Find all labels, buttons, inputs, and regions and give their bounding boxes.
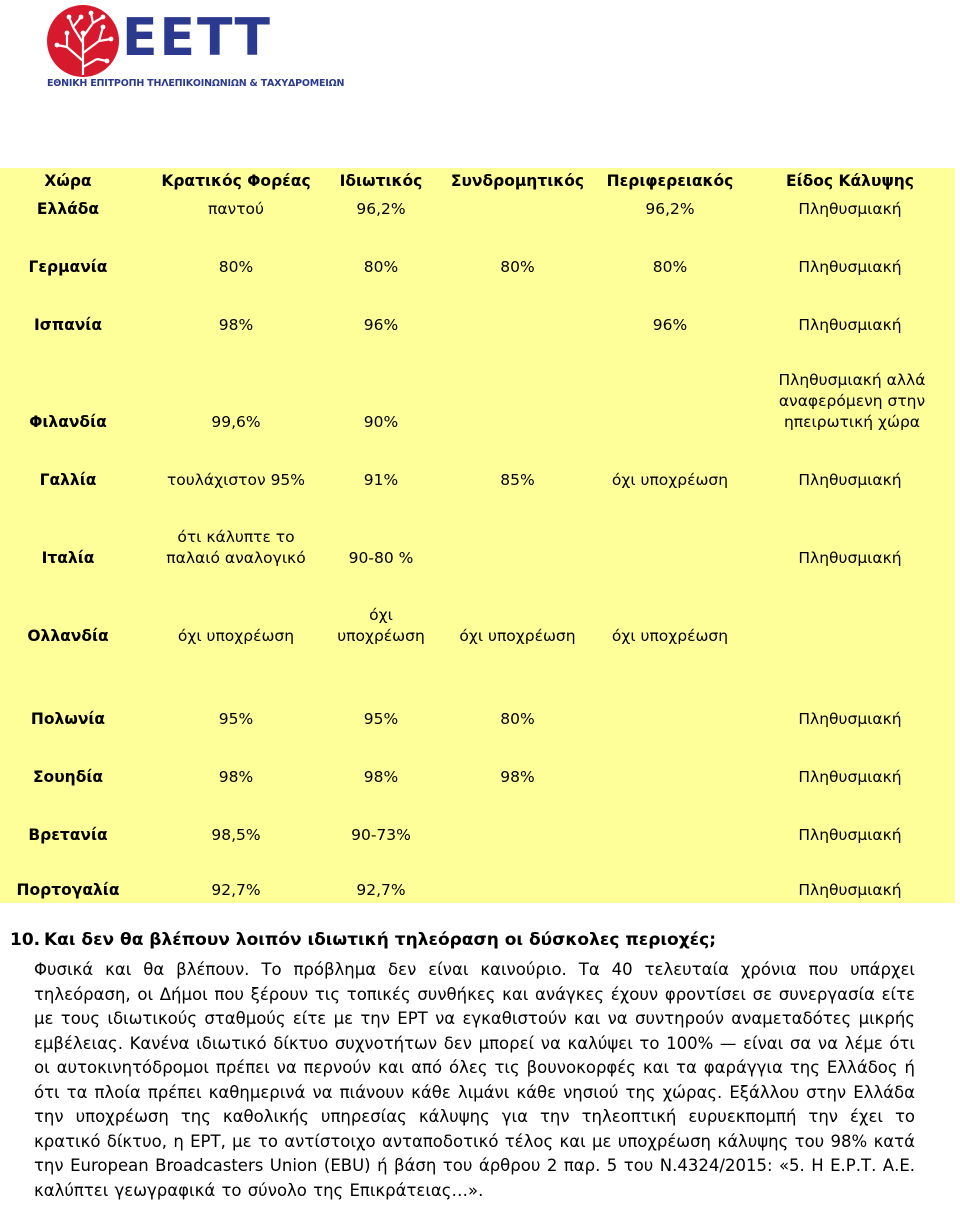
cell-coverage: Πληθυσμιακή <box>798 258 902 276</box>
cell-subscription: 80% <box>500 258 535 276</box>
cell-private: 98% <box>363 768 399 786</box>
cell-private: όχι υποχρέωση <box>337 606 425 645</box>
header-subscription: Συνδρομητικός <box>450 172 585 190</box>
section-body: Φυσικά και θα βλέπουν. Το πρόβλημα δεν είναι καινούριο. Τα 40 τελευταία χρόνια που υπάρχει τηλεόραση, οι Δήμοι που ξέρουν τις τοπικές συνθήκες και ανάγκες έχουν φροντίσει σε συνεργασία είτε με τους ιδιωτικούς σταθμούς είτε με την ΕΡΤ να εγκαθιστούν και να συντηρούν αναμεταδότες μικρής εμβέλειας. Κανένα ιδιωτικό δίκτυο συχνοτήτων δεν μπορεί να καλύψει το 100% — είναι σα να λέμε ότι οι αυτοκινητόδρομοι πρέπει να περνούν και από όλες τις βουνοκορφές και τα φαράγγια της Ελλάδος ή ότι τα πλοία πρέπει καθημερινά να πιάνουν κάθε λιμάνι κάθε νησιού της χώρας. Εξάλλου στην Ελλάδα την υποχρέωση της καθολικής υπηρεσίας κάλυψης για την τηλεοπτική ευρυεκπομπή την έχει το κρατικό δίκτυο, η ΕΡΤ, με το αντίστοιχο ανταποδοτικό τέλος και με υποχρέωση κάλυψης του 98% κατά την European Broadcasters Union (EBU) ή βάση του άρθρου 2 παρ. 5 του Ν.4324/2015: «5. Η Ε.Ρ.Τ. Α.Ε. καλύπτει γεωγραφικά το σύνολο της Επικράτειας…». <box>34 960 915 1200</box>
cell-private: 90% <box>363 413 399 431</box>
eett-emblem-icon <box>43 3 123 83</box>
cell-coverage: Πληθυσμιακή <box>798 881 902 899</box>
table-header-row <box>0 168 955 198</box>
cell-private: 96,2% <box>356 200 406 218</box>
table-row <box>0 653 955 736</box>
cell-state: ότι κάλυπτε το παλαιό αναλογικό <box>166 528 306 567</box>
cell-country: Βρετανία <box>28 826 108 844</box>
cell-coverage: Πληθυσμιακή <box>798 200 902 218</box>
table-row <box>0 284 955 342</box>
cell-coverage: Πληθυσμιακή <box>798 710 902 728</box>
cell-country: Ιταλία <box>41 549 95 567</box>
table-row <box>0 439 955 497</box>
cell-state: 92,7% <box>211 881 261 899</box>
cell-private: 90-80 % <box>348 549 414 567</box>
cell-coverage: Πληθυσμιακή <box>798 316 902 334</box>
cell-state: 98% <box>218 316 254 334</box>
cell-country: Πορτογαλία <box>16 881 120 899</box>
cell-private: 80% <box>363 258 399 276</box>
section-number: 10. <box>10 930 41 950</box>
cell-country: Ελλάδα <box>36 200 100 218</box>
cell-state: 95% <box>218 710 254 728</box>
cell-state: τουλάχιστον 95% <box>166 471 306 489</box>
header-coverage-type: Είδος Κάλυψης <box>786 172 914 190</box>
cell-regional: 96,2% <box>645 200 695 218</box>
cell-coverage: Πληθυσμιακή <box>798 471 902 489</box>
header-country: Χώρα <box>44 172 92 190</box>
cell-private: 92,7% <box>356 881 406 899</box>
cell-subscription: 80% <box>500 710 535 728</box>
cell-country: Ολλανδία <box>27 627 109 645</box>
table-row <box>0 497 955 575</box>
cell-subscription: 85% <box>500 471 535 489</box>
cell-subscription: 98% <box>500 768 535 786</box>
cell-country: Ισπανία <box>34 316 102 334</box>
cell-coverage: Πληθυσμιακή <box>798 768 902 786</box>
cell-regional: 96% <box>652 316 688 334</box>
cell-country: Σουηδία <box>32 768 104 786</box>
cell-state: 99,6% <box>211 413 261 431</box>
cell-country: Πολωνία <box>30 710 106 728</box>
header-regional: Περιφερειακός <box>606 172 734 190</box>
table-row <box>0 736 955 794</box>
cell-regional: 80% <box>652 258 688 276</box>
cell-coverage: Πληθυσμιακή <box>798 826 902 844</box>
coverage-table <box>0 168 955 903</box>
cell-subscription: όχι υποχρέωση <box>459 627 576 645</box>
section-title: Και δεν θα βλέπουν λοιπόν ιδιωτική τηλεόραση οι δύσκολες περιοχές; <box>44 930 717 950</box>
logo-tagline: ΕΘΝΙΚΗ ΕΠΙΤΡΟΠΗ ΤΗΛΕΠΙΚΟΙΝΩΝΙΩΝ & ΤΑΧΥΔΡΟΜΕΙΩΝ <box>47 78 345 89</box>
cell-private: 91% <box>363 471 399 489</box>
table-row <box>0 575 955 653</box>
table-row <box>0 226 955 284</box>
cell-coverage: Πληθυσμιακή <box>798 549 902 567</box>
cell-private: 90-73% <box>351 826 411 844</box>
cell-country: Γαλλία <box>39 471 97 489</box>
cell-state: παντού <box>208 200 264 218</box>
cell-state: 98% <box>218 768 254 786</box>
cell-private: 95% <box>363 710 399 728</box>
cell-regional: όχι υποχρέωση <box>611 471 729 489</box>
table-row <box>0 794 955 852</box>
cell-state: 98,5% <box>211 826 261 844</box>
cell-regional: όχι υποχρέωση <box>611 627 729 645</box>
table-row <box>0 342 955 439</box>
cell-country: Γερμανία <box>28 258 108 276</box>
logo-wordmark: ΕΕΤΤ <box>122 8 272 68</box>
cell-coverage: Πληθυσμιακή αλλά αναφερόμενη στην ηπειρωτική χώρα <box>778 371 926 431</box>
cell-private: 96% <box>363 316 399 334</box>
table-row <box>0 198 955 226</box>
header-state: Κρατικός Φορέας <box>161 172 311 190</box>
table-row <box>0 852 955 903</box>
header-private: Ιδιωτικός <box>339 172 423 190</box>
cell-state: όχι υποχρέωση <box>177 627 295 645</box>
cell-state: 80% <box>218 258 254 276</box>
cell-country: Φιλανδία <box>29 413 107 431</box>
